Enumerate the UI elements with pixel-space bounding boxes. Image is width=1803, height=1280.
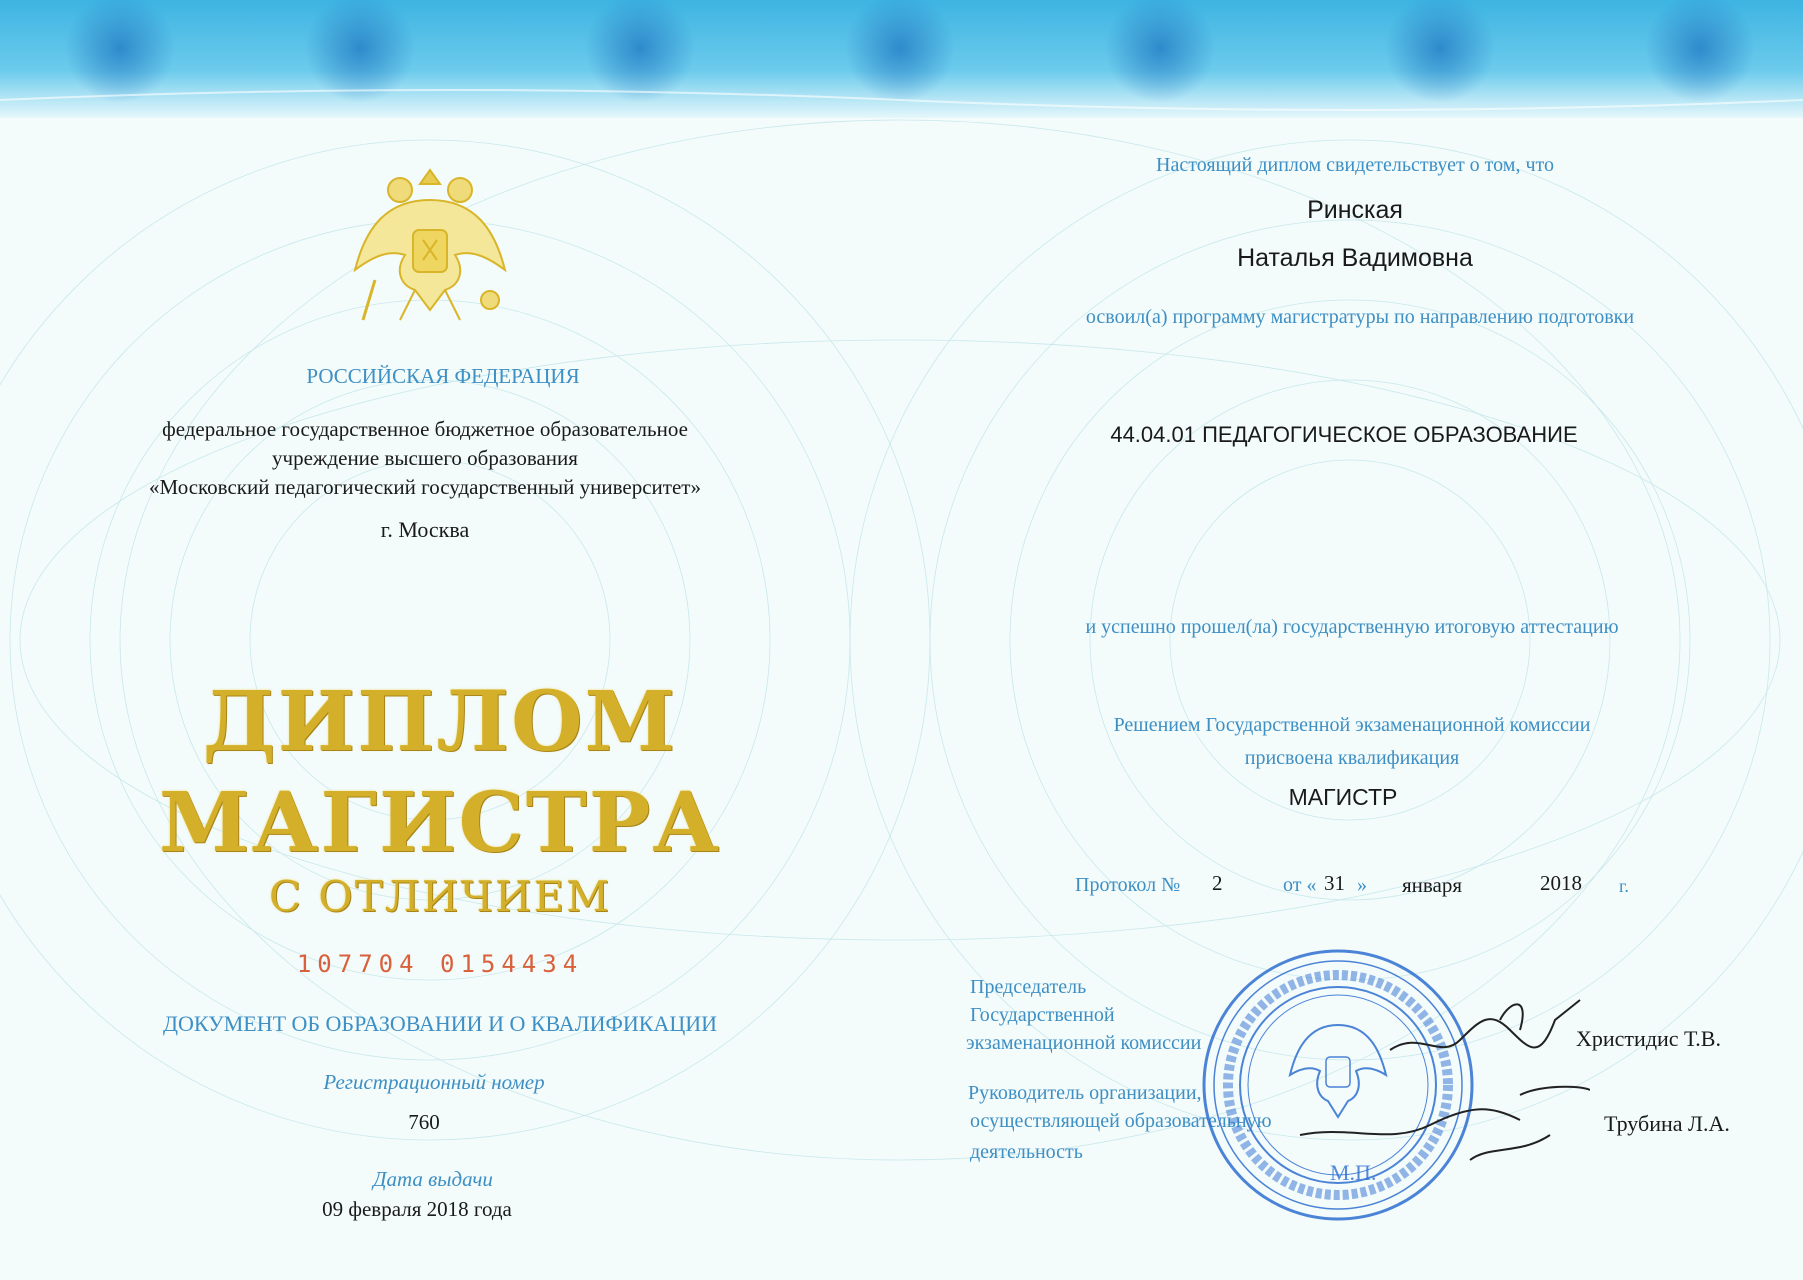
protocol-number: 2 <box>1212 871 1223 895</box>
head-title-line-3: деятельность <box>970 1141 1083 1163</box>
registration-label: Регистрационный номер <box>323 1070 545 1094</box>
protocol-day: 31 <box>1324 871 1345 895</box>
diploma-title-line-1: ДИПЛОМ <box>202 674 678 770</box>
protocol-year: 2018 <box>1540 871 1582 895</box>
graduate-surname: Ринская <box>1307 196 1403 224</box>
protocol-year-suffix: г. <box>1619 876 1629 896</box>
attestation-text: и успешно прошел(ла) государственную итоговую аттестацию <box>1085 616 1619 638</box>
institution-line-1: федеральное государственное бюджетное образовательное <box>162 417 688 441</box>
head-title-line-2: осуществляющей образовательную <box>970 1110 1272 1132</box>
institution-line-2: учреждение высшего образования <box>272 446 578 470</box>
diploma-title-line-2: МАГИСТРА <box>158 775 722 871</box>
coat-of-arms-icon <box>345 160 515 340</box>
issue-date-label: Дата выдачи <box>373 1167 493 1191</box>
chair-title-line-1: Председатель <box>970 976 1087 998</box>
document-type: ДОКУМЕНТ ОБ ОБРАЗОВАНИИ И О КВАЛИФИКАЦИИ <box>162 1011 718 1036</box>
decision-line-1: Решением Государственной экзаменационной комиссии <box>1113 714 1591 736</box>
graduate-given-names: Наталья Вадимовна <box>1237 244 1473 272</box>
head-signature-icon <box>1290 1065 1590 1175</box>
diploma-title-line-3: С ОТЛИЧИЕМ <box>268 872 612 921</box>
protocol-from-label: от « <box>1283 874 1317 896</box>
country-name: РОССИЙСКАЯ ФЕДЕРАЦИЯ <box>306 364 580 388</box>
registration-number: 760 <box>408 1110 440 1134</box>
qualification: МАГИСТР <box>1288 784 1398 810</box>
seal-mark: М.П. <box>1330 1160 1377 1185</box>
chair-title-line-3: экзаменационной комиссии <box>966 1032 1202 1054</box>
head-name: Трубина Л.А. <box>1604 1111 1730 1136</box>
chair-name: Христидис Т.В. <box>1576 1026 1721 1051</box>
head-title-line-1: Руководитель организации, <box>968 1082 1202 1104</box>
diploma-serial-number: 107704 0154434 <box>296 950 584 978</box>
chair-signature-icon <box>1380 990 1600 1070</box>
issue-date: 09 февраля 2018 года <box>322 1197 512 1221</box>
chair-title-line-2: Государственной <box>970 1004 1115 1026</box>
program-text: освоил(а) программу магистратуры по направлению подготовки <box>1085 306 1635 328</box>
city: г. Москва <box>380 517 470 542</box>
top-decorative-band <box>0 0 1803 118</box>
certifies-text: Настоящий диплом свидетельствует о том, что <box>1156 154 1554 176</box>
institution-line-3: «Московский педагогический государственный университет» <box>149 475 701 499</box>
program-name: 44.04.01 ПЕДАГОГИЧЕСКОЕ ОБРАЗОВАНИЕ <box>1110 422 1578 447</box>
decision-line-2: присвоена квалификация <box>1244 747 1460 769</box>
protocol-month: января <box>1402 873 1463 897</box>
protocol-label: Протокол № <box>1075 874 1181 896</box>
protocol-day-close: » <box>1357 874 1367 896</box>
